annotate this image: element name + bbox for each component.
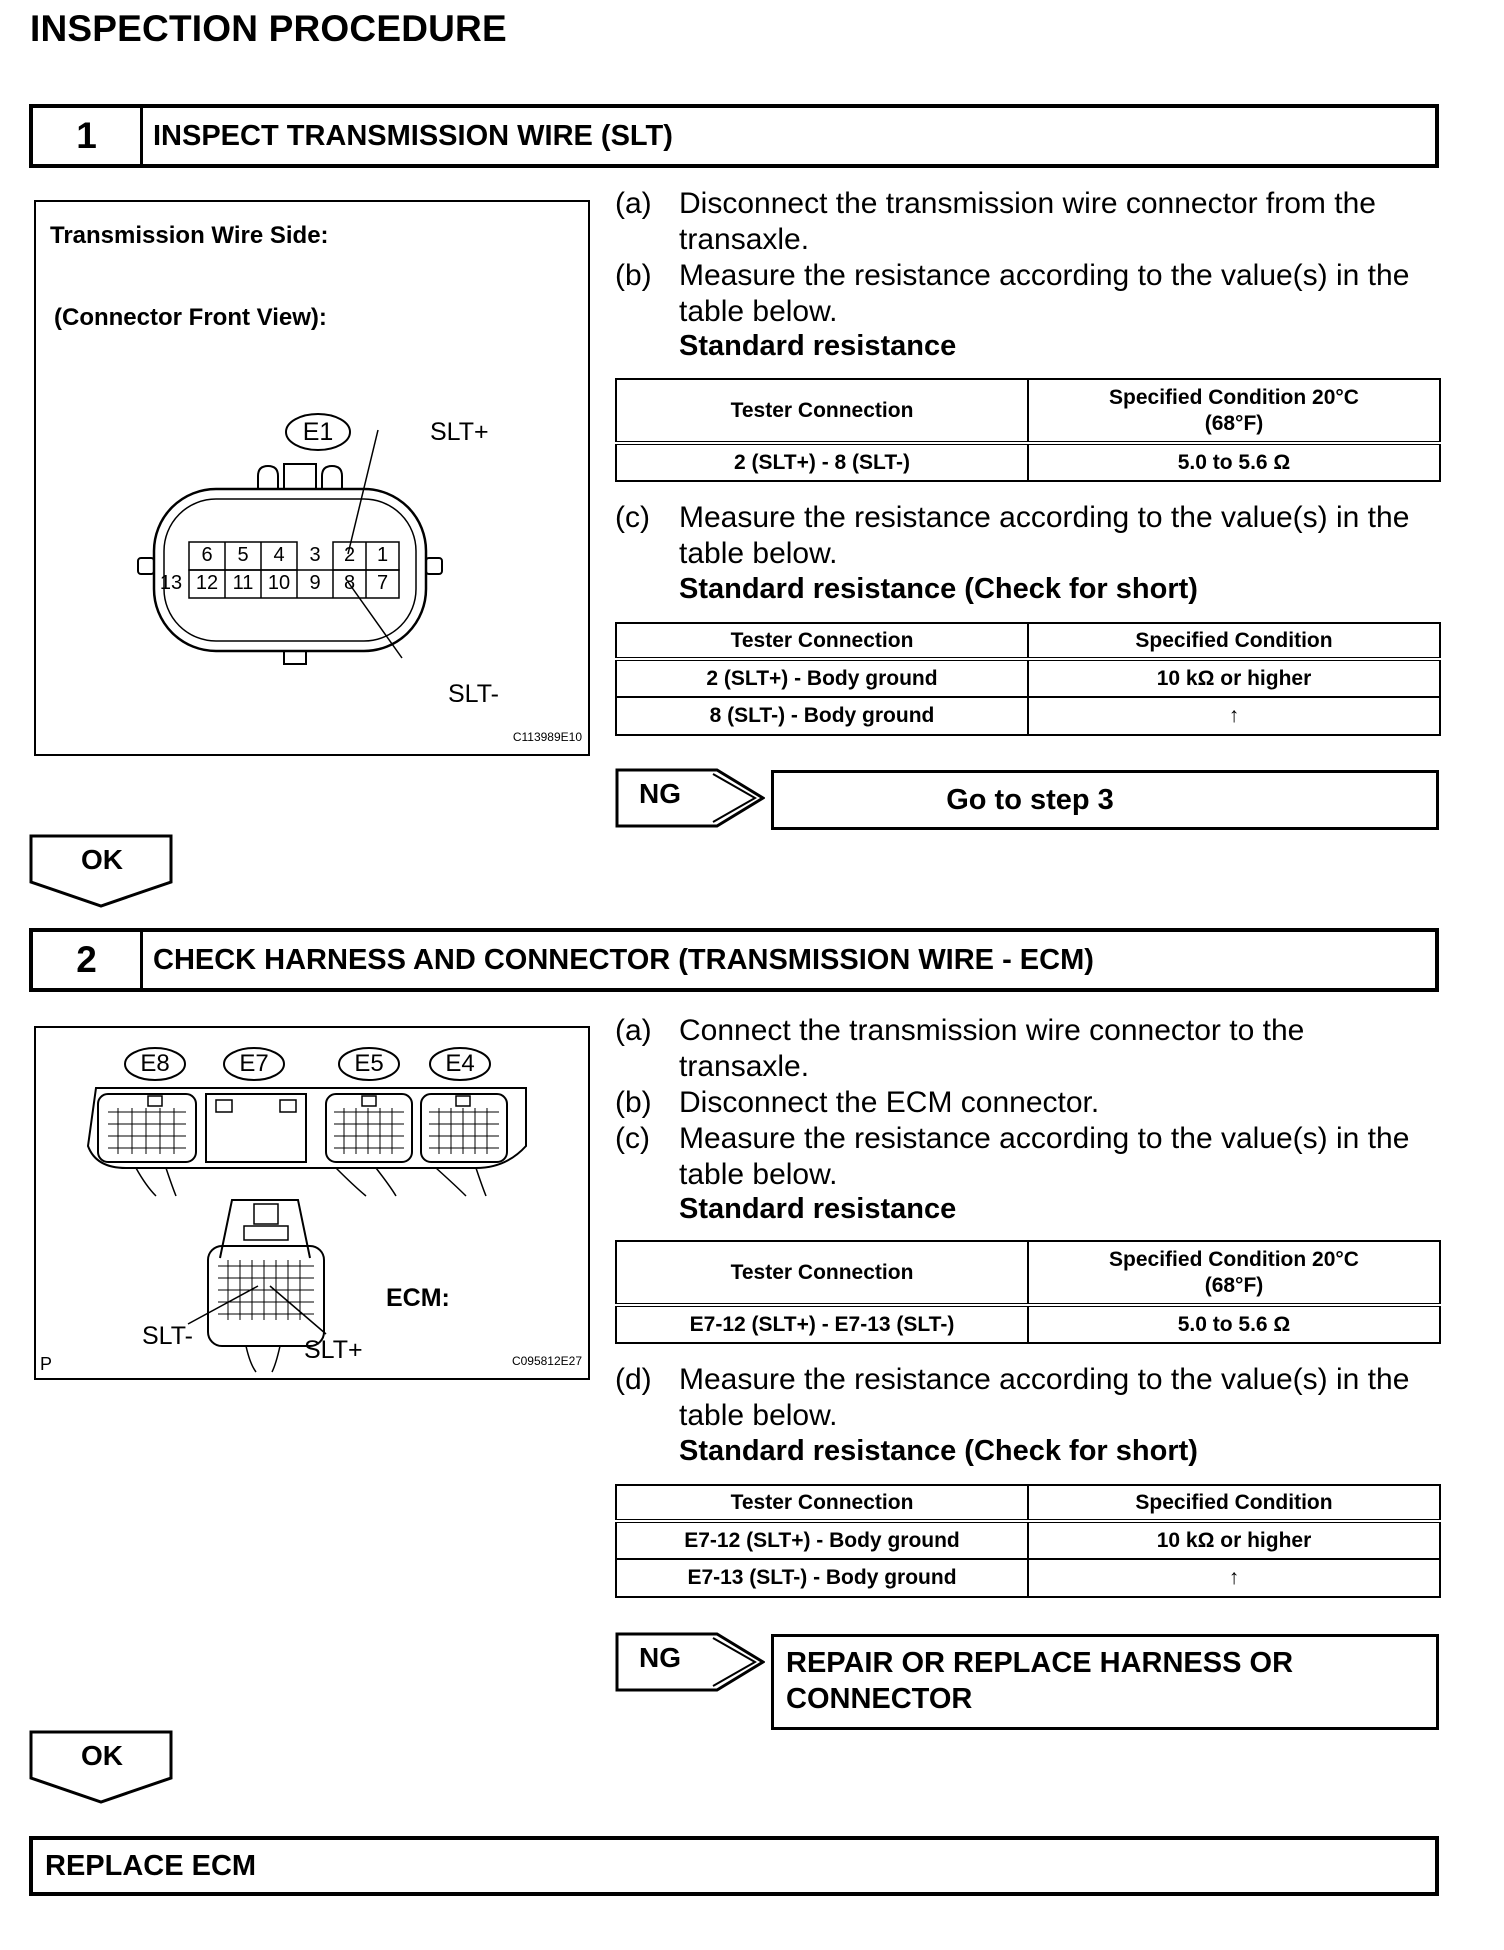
figure2-corner: P [40,1354,53,1374]
connector-e1-drawing [36,202,588,754]
pin-8: 8 [343,572,356,594]
step2-number: 2 [33,932,143,988]
t2-h2: Specified Condition [1028,623,1440,659]
step2-ok-label: OK [81,1740,123,1771]
t2-r1c2: 10 kΩ or higher [1028,659,1440,697]
ecm-label: ECM: [386,1284,450,1312]
figure1-code: C113989E10 [512,730,582,744]
step1-ok-arrow[interactable] [29,834,175,908]
step2-ng-label: NG [639,1642,681,1673]
pin-1: 1 [376,544,389,566]
page-title: INSPECTION PROCEDURE [30,8,507,49]
e5-label: E5 [354,1050,384,1077]
step1-figure [34,200,590,756]
e7-label: E7 [239,1050,269,1077]
step1-std1: Standard resistance [679,330,957,362]
step1-header [29,104,1439,168]
step2-header [29,928,1439,992]
pin-10: 10 [267,572,291,594]
s2t1-r1c2: 5.0 to 5.6 Ω [1028,1305,1440,1343]
pin-12: 12 [195,572,219,594]
step2-std1: Standard resistance [679,1193,957,1225]
pin-6: 6 [201,544,213,566]
step2-title: CHECK HARNESS AND CONNECTOR (TRANSMISSION WIRE - ECM) [153,943,1094,976]
s2t2-r2c1: E7-13 (SLT-) - Body ground [616,1559,1028,1597]
side-label: Transmission Wire Side: [50,222,329,249]
step1-ng-label: NG [639,778,681,809]
s2t2-r2c2: ↑ [1028,1559,1440,1597]
ecm-slt-plus: SLT+ [304,1336,363,1364]
s2t2-r1c1: E7-12 (SLT+) - Body ground [616,1521,1028,1559]
replace-ecm-box: REPLACE ECM [29,1836,1439,1896]
ecm-slt-minus: SLT- [142,1322,193,1350]
step2-std2: Standard resistance (Check for short) [679,1435,1198,1467]
s2t2-r1c2: 10 kΩ or higher [1028,1521,1440,1559]
t2-r1c1: 2 (SLT+) - Body ground [616,659,1028,697]
s2t2-h1: Tester Connection [616,1485,1028,1521]
e8-label: E8 [140,1050,170,1077]
s2t1-r1c1: E7-12 (SLT+) - E7-13 (SLT-) [616,1305,1028,1343]
step1-ng-arrow[interactable] [615,768,765,828]
t1-r1c2: 5.0 to 5.6 Ω [1028,443,1440,481]
ecm-drawing [36,1028,588,1378]
step1-table1 [615,378,1441,482]
step2-figure [34,1026,590,1380]
step1-ng-result[interactable]: Go to step 3 [771,770,1439,830]
step2-ng-arrow[interactable] [615,1632,765,1692]
pin-11: 11 [232,572,254,594]
step2-ng-result[interactable]: REPAIR OR REPLACE HARNESS OR CONNECTOR [771,1634,1439,1730]
slt-minus-label: SLT- [448,680,499,708]
step1-number: 1 [33,108,143,164]
s2t1-h1: Tester Connection [616,1241,1028,1305]
t2-r2c2: ↑ [1028,697,1440,735]
pin-5: 5 [237,544,249,566]
step1-ok-label: OK [81,844,123,875]
t1-h2: Specified Condition 20°C (68°F) [1028,379,1440,443]
pin-2: 2 [343,544,356,566]
pin-7: 7 [376,572,389,594]
step2-table2 [615,1484,1441,1598]
slt-plus-label: SLT+ [430,418,489,446]
s2t1-h2: Specified Condition 20°C (68°F) [1028,1241,1440,1305]
figure2-code: C095812E27 [511,1354,582,1368]
t2-h1: Tester Connection [616,623,1028,659]
step1-std2: Standard resistance (Check for short) [679,573,1198,605]
pin-13: 13 [159,572,183,594]
view-label: (Connector Front View): [54,304,327,331]
t1-r1c1: 2 (SLT+) - 8 (SLT-) [616,443,1028,481]
t2-r2c1: 8 (SLT-) - Body ground [616,697,1028,735]
pin-3: 3 [309,544,321,566]
e4-label: E4 [445,1050,475,1077]
step2-ok-arrow[interactable] [29,1730,175,1804]
t1-h1: Tester Connection [616,379,1028,443]
s2t2-h2: Specified Condition [1028,1485,1440,1521]
e1-label: E1 [302,418,334,446]
step2-table1 [615,1240,1441,1344]
pin-4: 4 [273,544,285,566]
step1-title: INSPECT TRANSMISSION WIRE (SLT) [153,119,673,152]
step1-table2 [615,622,1441,736]
pin-9: 9 [309,572,321,594]
